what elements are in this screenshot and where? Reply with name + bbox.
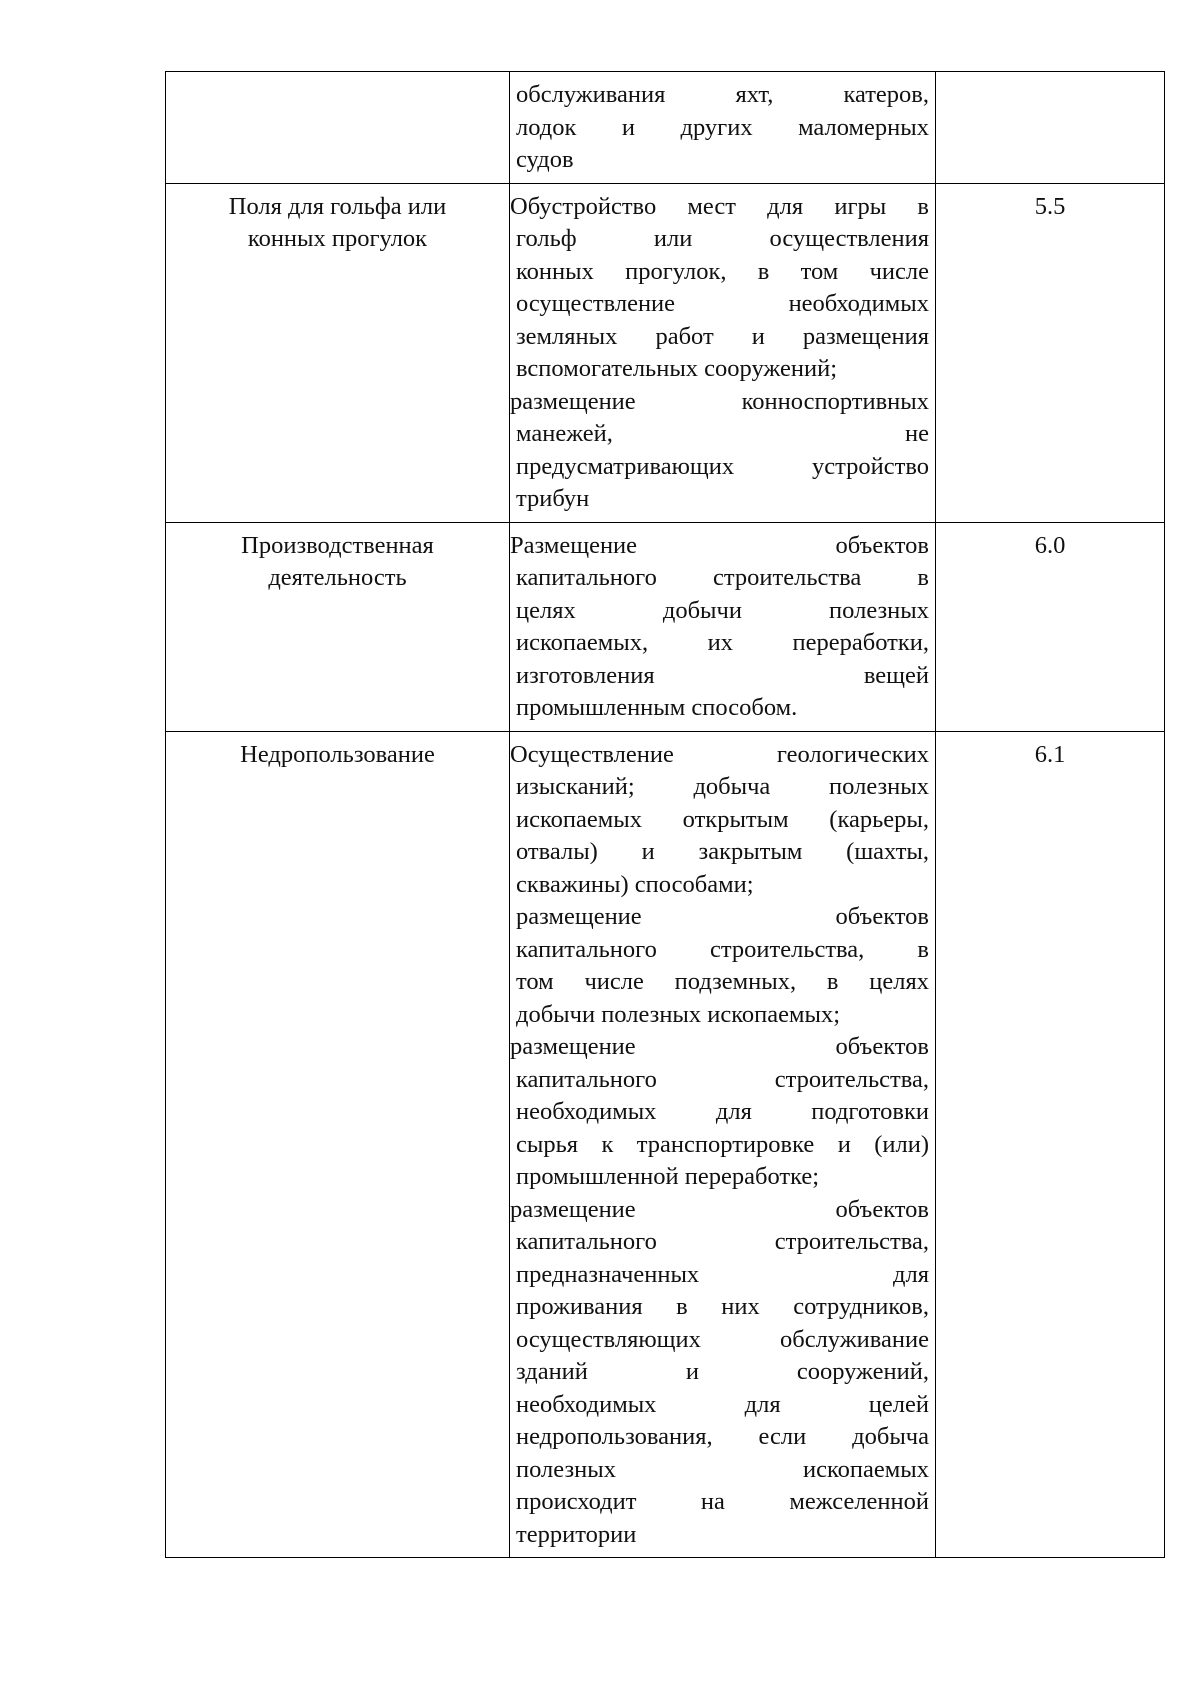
description-line: происходит на межселенной [516,1488,929,1515]
description-line: гольф или осуществления [516,225,929,252]
description-line: Осуществление геологических [510,740,929,768]
description-line: сырья к транспортировке и (или) [516,1130,929,1158]
table-row [166,183,1165,522]
description-line: земляных работ и размещения [516,322,929,350]
name-line: деятельность [268,564,407,591]
description-line: промышленным способом. [516,694,798,721]
land-use-code-cell [936,72,1165,184]
land-use-description-cell [510,72,936,184]
description-line: целях добычи полезных [516,596,929,624]
description-line: размещение объектов [510,1195,929,1223]
land-use-description-cell [510,731,936,1558]
description-line: том числе подземных, в целях [516,968,929,995]
description-line: осуществление необходимых [516,290,929,317]
description-line: капитального строительства в [516,564,929,591]
table-row [166,72,1165,184]
description-line: отвалы) и закрытым (шахты, [516,838,929,865]
description-line: ископаемых открытым (карьеры, [516,805,929,833]
land-use-code-cell: 5.5 [936,183,1165,522]
description-line: ископаемых, их переработки, [516,629,929,656]
description-line: размещение конноспортивных [510,387,929,415]
description-line: проживания в них сотрудников, [516,1293,929,1320]
description-line: манежей, не [516,420,929,447]
table-body [166,72,1165,1558]
land-use-description-cell [510,183,936,522]
land-use-name-cell [166,183,510,522]
description-line: предусматривающих устройство [516,452,929,480]
description-line: судов [516,146,574,173]
description-line: необходимых для целей [516,1390,929,1418]
description-line: вспомогательных сооружений; [516,355,838,382]
land-use-code-cell: 6.1 [936,731,1165,1558]
land-use-description-cell [510,522,936,731]
description-line: размещение объектов [516,903,929,930]
description-line: промышленной переработке; [516,1163,820,1190]
name-line: Поля для гольфа или [228,192,447,220]
description-line: лодок и других маломерных [516,113,929,141]
description-line: Размещение объектов [510,531,929,559]
description-line: размещение объектов [510,1033,929,1060]
table-row [166,731,1165,1558]
description-line: недропользования, если добыча [516,1423,929,1450]
description-line: предназначенных для [516,1260,929,1288]
description-line: скважины) способами; [516,870,754,898]
land-use-table [165,71,1165,1558]
name-line: Производственная [241,531,434,559]
land-use-name-cell [166,522,510,731]
land-use-code-cell: 6.0 [936,522,1165,731]
land-use-name-cell: Недропользование [166,731,510,1558]
description-line: изысканий; добыча полезных [516,773,929,800]
land-use-name-cell [166,72,510,184]
description-line: полезных ископаемых [516,1455,929,1483]
description-line: территории [516,1520,637,1548]
description-line: обслуживания яхт, катеров, [516,81,929,108]
description-line: зданий и сооружений, [516,1358,929,1385]
description-line: добычи полезных ископаемых; [516,1000,841,1028]
description-line: конных прогулок, в том числе [516,257,929,285]
name-line: конных прогулок [247,225,428,252]
description-line: Обустройство мест для игры в [510,192,929,220]
table-row [166,522,1165,731]
description-line: трибун [516,485,590,512]
description-line: необходимых для подготовки [516,1098,929,1125]
description-line: капитального строительства, [516,1065,929,1093]
description-line: осуществляющих обслуживание [516,1325,929,1353]
description-line: капитального строительства, [516,1228,929,1255]
description-line: капитального строительства, в [516,935,929,963]
description-line: изготовления вещей [516,661,929,689]
